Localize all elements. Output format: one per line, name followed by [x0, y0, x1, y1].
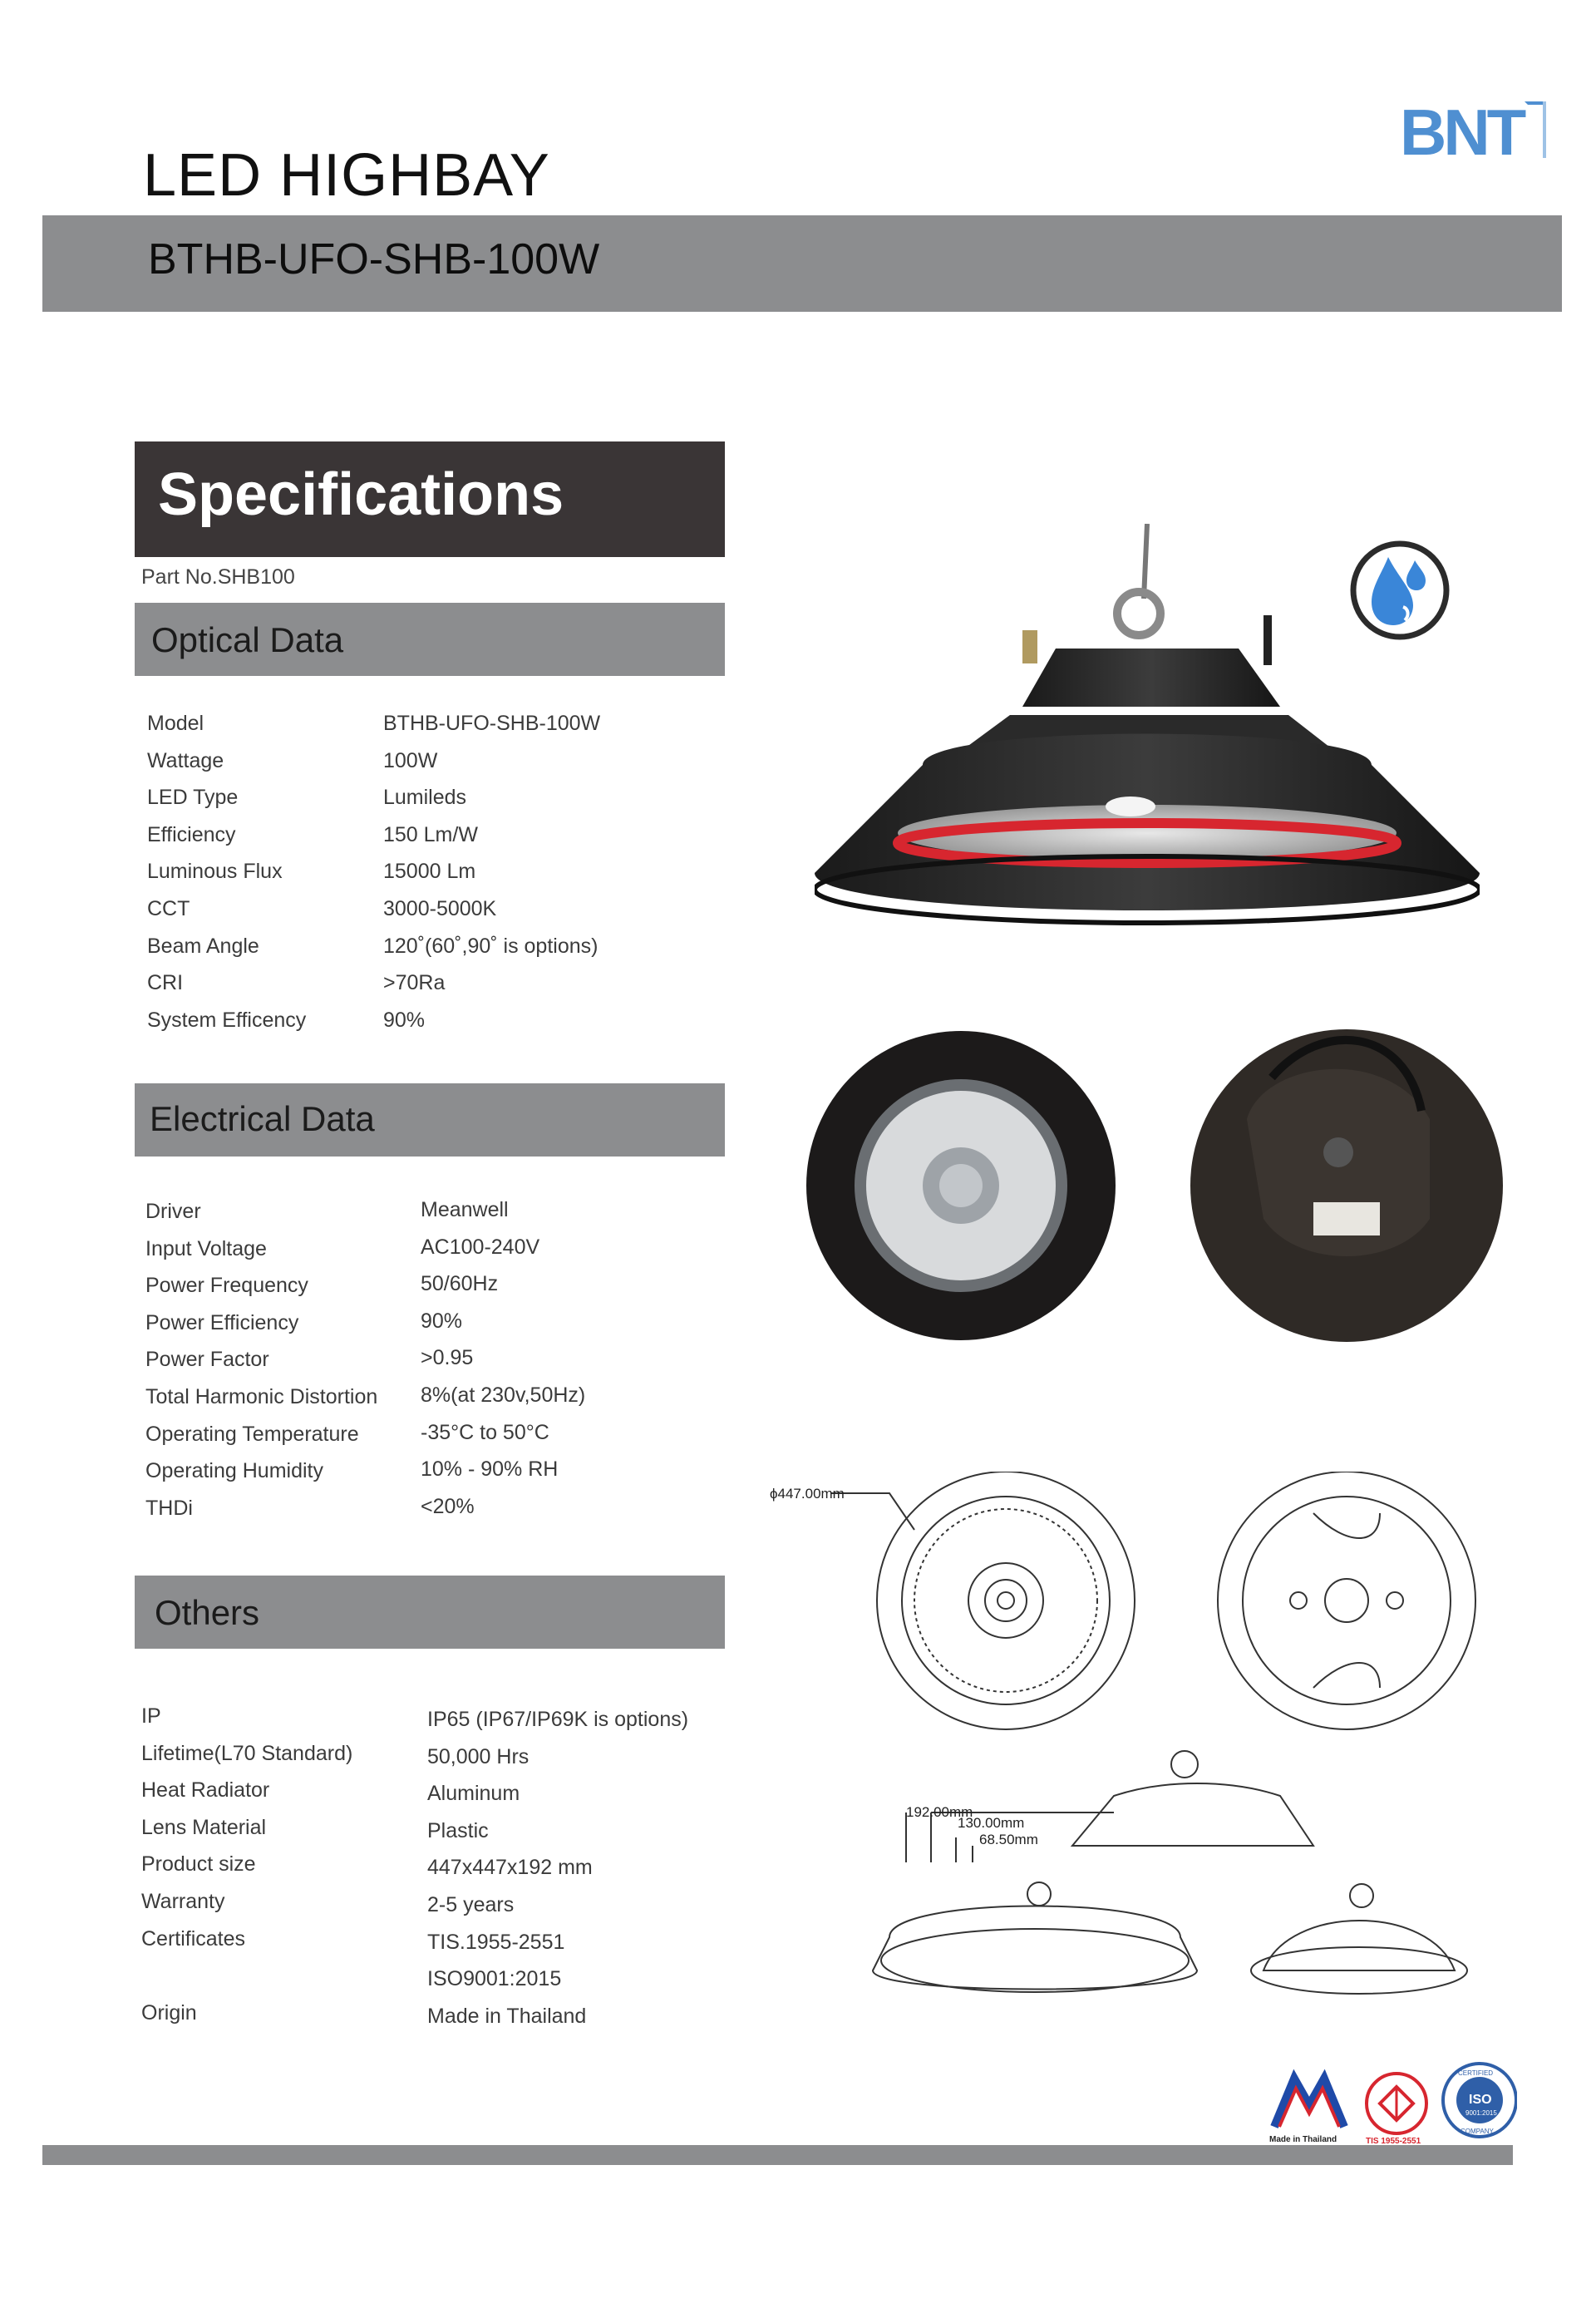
others-value: ISO9001:2015 — [427, 1967, 562, 1991]
optical-value: 15000 Lm — [383, 860, 476, 884]
certification-badges — [1268, 2062, 1517, 2145]
others-label: Heat Radiator — [141, 1778, 270, 1803]
optical-label: Luminous Flux — [147, 860, 283, 884]
others-value: 2-5 years — [427, 1893, 515, 1916]
optical-label: Beam Angle — [147, 934, 259, 958]
dim-height-low: 68.50mm — [979, 1832, 1038, 1847]
iso-company-text: COMPANY — [1461, 2128, 1494, 2135]
electrical-value: <20% — [421, 1494, 475, 1518]
product-image-back — [1189, 1028, 1505, 1344]
optical-value: >70Ra — [383, 971, 446, 995]
electrical-row — [0, 1348, 1596, 1384]
electrical-label: Input Voltage — [145, 1236, 267, 1260]
optical-label: CCT — [147, 897, 190, 920]
optical-value: 100W — [383, 748, 438, 772]
others-value: IP65 (IP67/IP69K is options) — [427, 1708, 689, 1731]
others-label: Product size — [141, 1852, 256, 1877]
product-image-main — [815, 524, 1480, 948]
others-label: IP — [141, 1704, 161, 1728]
tis-logo — [1366, 2074, 1426, 2145]
electrical-value: AC100-240V — [421, 1235, 540, 1259]
electrical-row — [0, 1420, 1596, 1459]
electrical-label: Operating Humidity — [145, 1459, 323, 1483]
optical-label: LED Type — [147, 786, 239, 810]
others-value: 447x447x192 mm — [427, 1856, 593, 1880]
model-title: BTHB-UFO-SHB-100W — [148, 235, 600, 284]
others-value: TIS.1955-2551 — [427, 1930, 565, 1954]
brand-logo — [1400, 98, 1554, 165]
product-image-front — [805, 1029, 1117, 1342]
electrical-data-heading: Electrical Data — [150, 1099, 375, 1138]
electrical-label: Power Frequency — [145, 1274, 308, 1298]
others-value: Aluminum — [427, 1782, 520, 1806]
electrical-label: Total Harmonic Distortion — [145, 1385, 378, 1408]
others-label: Origin — [141, 2000, 197, 2025]
iso-certified-text: CERTIFIED — [1458, 2069, 1494, 2077]
electrical-label: Driver — [145, 1200, 201, 1223]
electrical-value: -35°C to 50°C — [421, 1420, 549, 1444]
specifications-title: Specifications — [158, 461, 564, 528]
electrical-label: THDi — [145, 1496, 193, 1520]
iso-standard-text: 9001:2015 — [1465, 2109, 1497, 2117]
optical-label: Efficiency — [147, 822, 236, 846]
part-number: Part No.SHB100 — [141, 565, 295, 589]
others-value: Made in Thailand — [427, 2004, 587, 2028]
page-title: LED HIGHBAY — [143, 142, 550, 209]
others-label: Lens Material — [141, 1815, 267, 1839]
technical-drawings — [765, 1472, 1496, 2045]
brand-logo-text: BNT — [1400, 98, 1524, 165]
iso-text: ISO — [1469, 2093, 1492, 2107]
optical-row — [0, 971, 1596, 1008]
optical-value: 90% — [383, 1008, 426, 1032]
electrical-value: 8%(at 230v,50Hz) — [421, 1383, 586, 1407]
electrical-value: 90% — [421, 1309, 463, 1333]
dim-diameter: ϕ447.00mm — [770, 1486, 845, 1502]
electrical-value: 50/60Hz — [421, 1272, 499, 1296]
dim-height-total: 192.00mm — [906, 1804, 973, 1820]
optical-data-heading: Optical Data — [151, 620, 344, 659]
optical-label: CRI — [147, 971, 184, 995]
electrical-label: Power Factor — [145, 1348, 269, 1372]
optical-label: System Efficency — [147, 1008, 307, 1032]
footer-bar — [42, 2145, 1513, 2165]
electrical-label: Power Efficiency — [145, 1310, 299, 1334]
optical-value: BTHB-UFO-SHB-100W — [383, 712, 601, 735]
optical-value: Lumileds — [383, 786, 467, 810]
optical-value: 150 Lm/W — [383, 822, 478, 846]
others-value: Plastic — [427, 1818, 489, 1842]
electrical-value: 10% - 90% RH — [421, 1457, 559, 1482]
made-in-thailand-text: Made in Thailand — [1269, 2135, 1337, 2144]
optical-value: 3000-5000K — [383, 897, 497, 920]
electrical-label: Operating Temperature — [145, 1422, 359, 1446]
electrical-value: >0.95 — [421, 1346, 474, 1370]
others-label: Certificates — [141, 1926, 246, 1951]
others-heading: Others — [155, 1593, 260, 1632]
others-value: 50,000 Hrs — [427, 1744, 530, 1768]
others-label: Lifetime(L70 Standard) — [141, 1741, 353, 1765]
dim-height-mid: 130.00mm — [958, 1815, 1025, 1831]
optical-value: 120˚(60˚,90˚ is options) — [383, 934, 598, 958]
optical-label: Wattage — [147, 748, 224, 772]
electrical-row — [0, 1385, 1596, 1422]
electrical-value: Meanwell — [421, 1198, 509, 1221]
made-in-thailand-logo — [1269, 2079, 1344, 2144]
others-label: Warranty — [141, 1890, 225, 1913]
iso-badge — [1443, 2064, 1516, 2137]
optical-label: Model — [147, 712, 204, 735]
tis-text: TIS 1955-2551 — [1366, 2137, 1421, 2145]
